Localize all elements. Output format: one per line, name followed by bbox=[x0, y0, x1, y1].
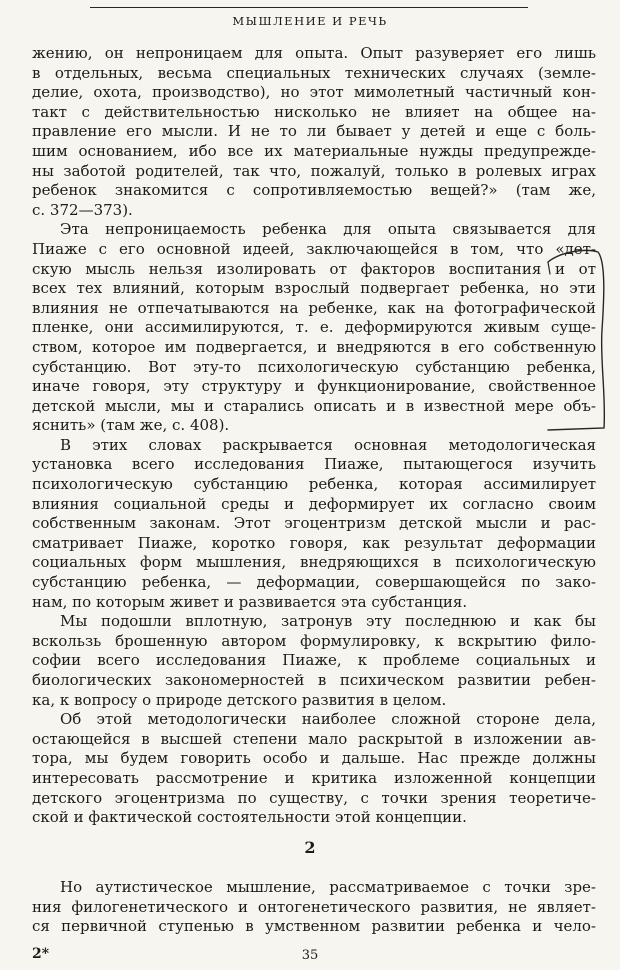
text-line: софии всего исследования Пиаже, к проблеме социальных и bbox=[32, 651, 596, 670]
text-line: тора, мы будем говорить особо и дальше. Нас прежде должны bbox=[32, 749, 596, 768]
text-line: такт с действительностью нисколько не влияет на общее на- bbox=[32, 102, 596, 121]
text-line: Пиаже с его основной идеей, заключающейся в том, что «дет- bbox=[32, 239, 596, 258]
text-line: детского эгоцентризма по существу, с точки зрения теоретиче- bbox=[32, 788, 596, 807]
text-line: интересовать рассмотрение и критика изложенной концепции bbox=[32, 768, 596, 787]
paragraph-4 bbox=[32, 612, 596, 710]
text-line: остающейся в высшей степени мало раскрытой в изложении ав- bbox=[32, 729, 596, 748]
signature-mark: 2* bbox=[32, 946, 50, 962]
text-line: всех тех влияний, которым взрослый подвергает ребенка, но эти bbox=[32, 279, 596, 298]
text-line: Об этой методологически наиболее сложной стороне дела, bbox=[60, 710, 596, 729]
text-line: ния филогенетического и онтогенетического развития, не являет- bbox=[32, 897, 596, 916]
text-line: установка всего исследования Пиаже, пытающегося изучить bbox=[32, 455, 596, 474]
text-line: субстанцию. Вот эту-то психологическую субстанцию ребенка, bbox=[32, 357, 596, 376]
text-line: ской и фактической состоятельности этой концепции. bbox=[32, 808, 467, 827]
text-line: Но аутистическое мышление, рассматриваемое с точки зре- bbox=[60, 878, 596, 896]
text-line: Эта непроницаемость ребенка для опыта связывается для bbox=[60, 220, 596, 239]
text-line: психологическую субстанцию ребенка, которая ассимилирует bbox=[32, 475, 596, 494]
text-line: скую мысль нельзя изолировать от факторов воспитания и от bbox=[32, 259, 596, 278]
text-line: субстанцию ребенка, — деформации, совершающейся по зако- bbox=[32, 573, 596, 592]
paragraph-5 bbox=[32, 710, 596, 828]
section-number: 2 bbox=[304, 838, 316, 857]
text-line: биологических закономерностей в психическом развитии ребен- bbox=[32, 671, 596, 689]
text-line: детской мысли, мы и старались описать и в известной мере объ- bbox=[32, 396, 596, 415]
paragraph-2 bbox=[32, 220, 596, 436]
text-line: делие, охота, производство), но этот мимолетный частичный кон- bbox=[32, 83, 596, 102]
header-rule bbox=[90, 7, 528, 8]
text-line: влияния социальной среды и деформирует их согласно своим bbox=[32, 494, 596, 513]
page-number: 35 bbox=[301, 948, 319, 963]
text-line: влияния не отпечатываются на ребенке, как на фотографической bbox=[32, 298, 596, 317]
section-2-text bbox=[32, 878, 596, 937]
main-text bbox=[32, 44, 596, 828]
text-line: яснить» (там же, с. 408). bbox=[32, 416, 230, 435]
text-line: ны заботой родителей, так что, пожалуй, только в ролевых играх bbox=[32, 161, 596, 180]
text-line: иначе говоря, эту структуру и функционирование, свойственное bbox=[32, 377, 596, 396]
text-line: ка, к вопросу о природе детского развития в целом. bbox=[32, 690, 447, 709]
running-head: МЫШЛЕНИЕ И РЕЧЬ bbox=[232, 14, 388, 28]
text-line: собственным законам. Этот эгоцентризм детской мысли и рас- bbox=[32, 514, 596, 533]
text-line: с. 372—373). bbox=[32, 200, 133, 219]
text-line: в отдельных, весьма специальных технических случаях (земле- bbox=[32, 63, 596, 82]
paragraph-1 bbox=[32, 44, 596, 220]
text-line: шим основанием, ибо все их материальные нужды предупрежде- bbox=[32, 141, 596, 160]
text-line: ся первичной ступенью в умственном развитии ребенка и чело- bbox=[32, 917, 596, 936]
text-line: ством, которое им подвергается, и внедряются в его собственную bbox=[32, 337, 596, 356]
text-line: вскользь брошенную автором формулировку, к вскрытию фило- bbox=[32, 631, 596, 650]
text-line: Мы подошли вплотную, затронув эту последнюю и как бы bbox=[60, 612, 596, 631]
text-line: пленке, они ассимилируются, т. е. деформируются живым суще- bbox=[32, 318, 596, 337]
text-line: нам, по которым живет и развивается эта субстанция. bbox=[32, 592, 468, 611]
text-line: социальных форм мышления, внедряющихся в психологическую bbox=[32, 553, 596, 572]
text-line: В этих словах раскрывается основная методологическая bbox=[60, 435, 596, 454]
text-line: ребенок знакомится с сопротивляемостью вещей?» (там же, bbox=[32, 181, 596, 200]
text-line: правление его мысли. И не то ли бывает у детей и еще с боль- bbox=[32, 122, 596, 141]
paragraph-3 bbox=[32, 436, 596, 612]
text-line: сматривает Пиаже, коротко говоря, как результат деформации bbox=[32, 533, 596, 552]
text-line: жению, он непроницаем для опыта. Опыт разуверяет его лишь bbox=[32, 44, 596, 62]
